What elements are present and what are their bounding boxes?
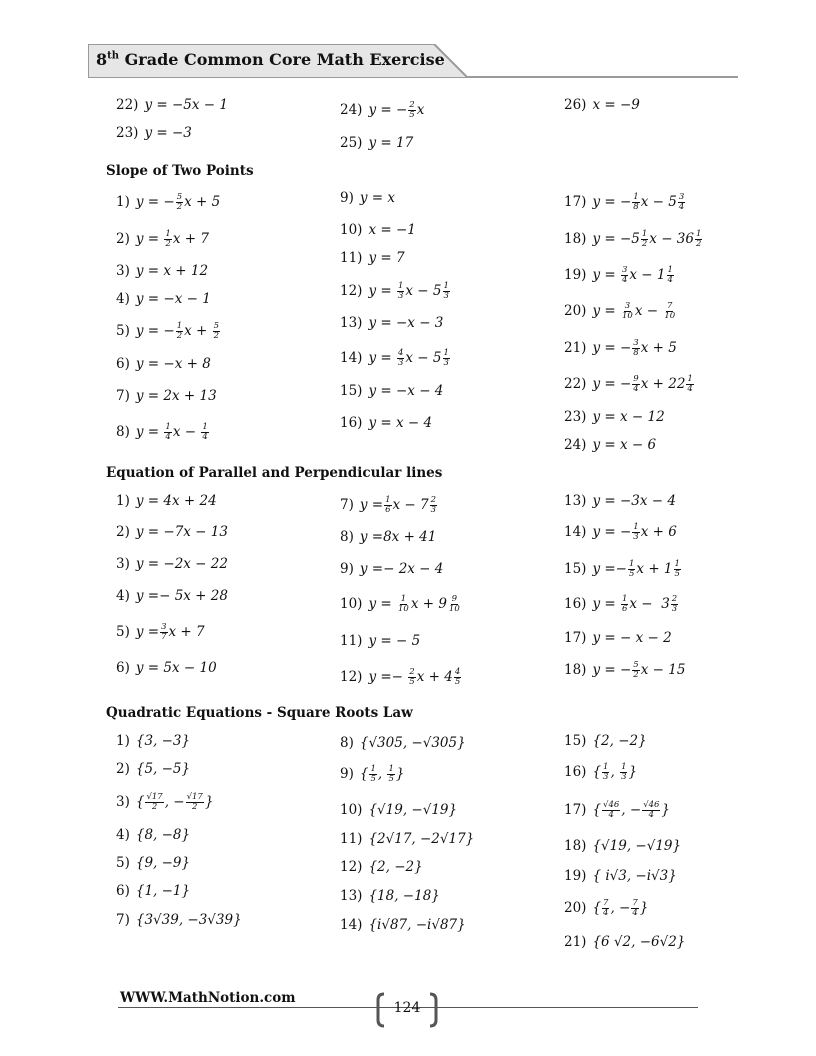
item-expression: y = 7 (368, 250, 405, 266)
answer-item (564, 97, 640, 113)
fraction: $\frac{1}{6}$ (385, 495, 391, 515)
item-number: 7) (116, 912, 130, 928)
item-number: 1) (116, 493, 130, 509)
item-number: 6) (116, 660, 130, 676)
item-expression: {i√87, −i√87} (368, 917, 466, 933)
item-number: 15) (340, 383, 363, 399)
answer-item (340, 282, 451, 300)
item-number: 3) (116, 263, 130, 279)
item-number: 21) (564, 934, 587, 950)
item-number: 7) (116, 388, 130, 404)
answer-item (340, 668, 462, 686)
item-expression: y = − x − 2 (592, 630, 672, 646)
fraction: $\frac{1}{2}$ (641, 229, 648, 249)
fraction: $\frac{7}{10}$ (664, 301, 676, 321)
answer-item (340, 190, 395, 206)
item-expression: y = −x − 1 (135, 291, 211, 307)
item-expression: y = − $\frac{5}{2}$ x + 5 (135, 192, 221, 212)
item-expression: {3√39, −3√39} (135, 912, 242, 928)
item-expression: y =− 5x + 28 (135, 588, 228, 604)
item-number: 2) (116, 231, 130, 247)
answer-item (116, 827, 190, 843)
answer-item (340, 735, 466, 751)
item-number: 13) (564, 493, 587, 509)
item-expression: {1, −1} (135, 883, 191, 899)
item-expression: y = −x − 3 (368, 315, 444, 331)
item-expression: {√19, −√19} (368, 802, 458, 818)
item-number: 2) (116, 761, 130, 777)
answer-item (340, 888, 440, 904)
item-number: 22) (116, 97, 139, 113)
item-expression: y = 17 (368, 135, 414, 151)
answer-item (340, 250, 405, 266)
answer-item (564, 339, 677, 357)
item-number: 23) (564, 409, 587, 425)
item-expression: { $\frac{√17}{2}$ , − $\frac{√17}{2}$ } (135, 792, 214, 812)
item-number: 10) (340, 802, 363, 818)
item-expression: { $\frac{7}{4}$ , − $\frac{7}{4}$ } (592, 898, 649, 918)
item-number: 4) (116, 588, 130, 604)
answer-item (564, 661, 685, 679)
answer-item (564, 523, 677, 541)
item-expression: {2, −2} (368, 859, 423, 875)
fraction: $\frac{1}{3}$ (621, 762, 627, 782)
item-number: 25) (340, 135, 363, 151)
item-number: 26) (564, 97, 587, 113)
fraction: $\frac{1}{5}$ (388, 764, 394, 784)
item-number: 10) (340, 222, 363, 238)
answer-item (116, 125, 192, 141)
item-expression: y = x − 12 (592, 409, 665, 425)
answer-item (116, 793, 213, 811)
footer-site: WWW.MathNotion.com (120, 990, 296, 1006)
item-number: 1) (116, 194, 130, 210)
item-expression: y = −x − 4 (368, 383, 444, 399)
item-number: 16) (564, 764, 587, 780)
answer-item (116, 291, 211, 307)
item-number: 19) (564, 267, 587, 283)
item-expression: y = $\frac{1}{6}$ x − 7 $\frac{2}{3}$ (359, 495, 437, 515)
item-number: 16) (340, 415, 363, 431)
item-number: 14) (564, 524, 587, 540)
fraction: $\frac{3}{4}$ (678, 192, 685, 212)
answer-item (116, 623, 205, 641)
fraction: $\frac{√46}{4}$ (603, 800, 620, 820)
item-expression: y = − $\frac{9}{4}$ x + 22 $\frac{1}{4}$ (592, 374, 693, 394)
item-number: 2) (116, 524, 130, 540)
answer-item (564, 230, 703, 248)
answer-item (116, 322, 221, 340)
item-expression: y = −2x − 22 (135, 556, 228, 572)
item-number: 11) (340, 250, 363, 266)
item-expression: y = $\frac{1}{6}$ x − 3 $\frac{2}{3}$ (592, 594, 678, 614)
item-expression: x = −1 (368, 222, 416, 238)
answer-item (340, 349, 451, 367)
item-number: 13) (340, 315, 363, 331)
item-number: 17) (564, 194, 587, 210)
item-number: 6) (116, 883, 130, 899)
item-expression: {6 √2, −6√2} (592, 934, 686, 950)
item-expression: {√19, −√19} (592, 838, 682, 854)
fraction: $\frac{1}{3}$ (633, 522, 639, 542)
item-expression: y = 5x − 10 (135, 660, 217, 676)
item-number: 4) (116, 291, 130, 307)
item-expression: y = −3 (144, 125, 192, 141)
item-number: 8) (340, 529, 354, 545)
fraction: $\frac{1}{2}$ (695, 229, 702, 249)
answer-item (564, 630, 672, 646)
answer-item (564, 595, 679, 613)
answer-item (564, 838, 681, 854)
answer-item (116, 556, 228, 572)
item-expression: {9, −9} (135, 855, 191, 871)
fraction: $\frac{1}{5}$ (629, 559, 635, 579)
item-number: 8) (116, 424, 130, 440)
item-expression: y = x − 4 (368, 415, 433, 431)
item-expression: y = 2x + 13 (135, 388, 217, 404)
item-expression: {5, −5} (135, 761, 191, 777)
item-expression: y = −5 $\frac{1}{2}$ x − 36 $\frac{1}{2}$ (592, 229, 702, 249)
item-number: 17) (564, 630, 587, 646)
fraction: $\frac{4}{3}$ (397, 348, 404, 368)
answer-item (340, 633, 420, 649)
answer-item (340, 765, 404, 783)
item-number: 3) (116, 794, 130, 810)
item-expression: { $\frac{1}{3}$ , $\frac{1}{3}$ } (592, 762, 638, 782)
answer-item (116, 230, 209, 248)
item-expression: y = − $\frac{5}{2}$ x − 15 (592, 660, 686, 680)
answer-item (340, 315, 443, 331)
item-number: 10) (340, 596, 363, 612)
item-number: 24) (564, 437, 587, 453)
fraction: $\frac{9}{10}$ (448, 594, 460, 614)
item-number: 18) (564, 231, 587, 247)
answer-item (564, 801, 670, 819)
fraction: $\frac{5}{2}$ (633, 660, 639, 680)
item-number: 8) (340, 735, 354, 751)
answer-item (564, 302, 677, 320)
item-number: 15) (564, 561, 587, 577)
answer-item (340, 135, 413, 151)
item-number: 11) (340, 633, 363, 649)
answer-item (116, 493, 217, 509)
page-number: 124 (393, 1000, 421, 1016)
fraction: $\frac{4}{5}$ (454, 667, 461, 687)
item-expression: y = − $\frac{3}{8}$ x + 5 (592, 338, 677, 358)
item-expression: y = $\frac{1}{4}$ x − $\frac{1}{4}$ (135, 422, 208, 442)
item-number: 18) (564, 838, 587, 854)
answer-item (340, 917, 466, 933)
answer-item (340, 561, 443, 577)
fraction: $\frac{7}{4}$ (603, 898, 609, 918)
fraction: $\frac{1}{3}$ (603, 762, 609, 782)
item-number: 9) (340, 190, 354, 206)
answer-item (116, 524, 228, 540)
answer-item (340, 383, 443, 399)
item-number: 12) (340, 283, 363, 299)
fraction: $\frac{√17}{2}$ (186, 792, 203, 812)
header-rule (466, 76, 738, 78)
header-banner (88, 44, 468, 78)
item-number: 9) (340, 766, 354, 782)
fraction: $\frac{2}{3}$ (430, 495, 437, 515)
item-number: 7) (340, 497, 354, 513)
answer-item (116, 388, 217, 404)
item-number: 12) (340, 859, 363, 875)
item-number: 5) (116, 624, 130, 640)
fraction: $\frac{1}{8}$ (633, 192, 639, 212)
fraction: $\frac{1}{3}$ (397, 281, 404, 301)
item-number: 15) (564, 733, 587, 749)
item-expression: y = $\frac{1}{2}$ x + 7 (135, 229, 209, 249)
fraction: $\frac{1}{10}$ (397, 594, 409, 614)
answer-item (564, 868, 677, 884)
fraction: $\frac{1}{6}$ (621, 594, 628, 614)
item-number: 20) (564, 303, 587, 319)
answer-item (564, 899, 648, 917)
item-expression: {8, −8} (135, 827, 191, 843)
answer-item (340, 831, 474, 847)
item-expression: y = − $\frac{1}{8}$ x − 5 $\frac{3}{4}$ (592, 192, 685, 212)
fraction: $\frac{7}{4}$ (632, 898, 638, 918)
item-number: 9) (340, 561, 354, 577)
item-expression: y = $\frac{1}{3}$ x − 5 $\frac{1}{3}$ (368, 281, 449, 301)
item-expression: y =− $\frac{1}{5}$ x + 1 $\frac{1}{5}$ (592, 559, 680, 579)
item-number: 20) (564, 900, 587, 916)
answer-item (340, 496, 438, 514)
item-number: 4) (116, 827, 130, 843)
section-title: Equation of Parallel and Perpendicular lines (106, 465, 443, 481)
item-number: 22) (564, 376, 587, 392)
item-expression: y = −3x − 4 (592, 493, 676, 509)
item-expression: y = − $\frac{1}{3}$ x + 6 (592, 522, 677, 542)
answer-item (564, 193, 686, 211)
fraction: $\frac{√46}{4}$ (643, 800, 660, 820)
item-expression: x = −9 (592, 97, 640, 113)
fraction: $\frac{1}{3}$ (443, 348, 449, 368)
item-number: 16) (564, 596, 587, 612)
item-expression: {2, −2} (592, 733, 647, 749)
fraction: $\frac{3}{10}$ (621, 301, 633, 321)
answer-item (340, 101, 424, 119)
answer-item (116, 660, 217, 676)
item-number: 19) (564, 868, 587, 884)
item-expression: {3, −3} (135, 733, 191, 749)
item-number: 21) (564, 340, 587, 356)
item-expression: y = −5x − 1 (144, 97, 228, 113)
fraction: $\frac{3}{4}$ (621, 265, 628, 285)
item-number: 11) (340, 831, 363, 847)
item-expression: y = x − 6 (592, 437, 657, 453)
answer-item (564, 375, 695, 393)
answer-item (564, 437, 656, 453)
fraction: $\frac{2}{5}$ (409, 667, 415, 687)
answer-item (116, 193, 220, 211)
fraction: $\frac{2}{3}$ (671, 594, 678, 614)
item-expression: y = 4x + 24 (135, 493, 217, 509)
item-expression: y =− 2x − 4 (359, 561, 444, 577)
item-expression: y = $\frac{3}{10}$ x − $\frac{7}{10}$ (592, 301, 676, 321)
answer-item (116, 423, 210, 441)
answer-item (116, 733, 190, 749)
item-number: 23) (116, 125, 139, 141)
answer-item (564, 733, 647, 749)
answer-item (116, 883, 190, 899)
item-expression: y = − 5 (368, 633, 421, 649)
fraction: $\frac{√17}{2}$ (146, 792, 163, 812)
answer-item (340, 415, 432, 431)
item-expression: y = −x + 8 (135, 356, 211, 372)
fraction: $\frac{1}{5}$ (370, 764, 376, 784)
answer-item (116, 855, 190, 871)
item-expression: {√305, −√305} (359, 735, 466, 751)
answer-item (116, 356, 211, 372)
item-expression: y =8x + 41 (359, 529, 437, 545)
answer-item (116, 263, 208, 279)
fraction: $\frac{1}{3}$ (443, 281, 449, 301)
item-expression: y = −7x − 13 (135, 524, 228, 540)
item-number: 5) (116, 323, 130, 339)
fraction: $\frac{1}{4}$ (202, 422, 208, 442)
item-expression: y = x (359, 190, 395, 206)
fraction: $\frac{1}{4}$ (687, 374, 693, 394)
fraction: $\frac{1}{4}$ (667, 265, 673, 285)
answer-item (564, 763, 637, 781)
item-expression: { i√3, −i√3} (592, 868, 677, 884)
item-number: 14) (340, 917, 363, 933)
item-expression: { $\frac{1}{5}$ , $\frac{1}{5}$ } (359, 764, 405, 784)
item-expression: y = $\frac{4}{3}$ x − 5 $\frac{1}{3}$ (368, 348, 449, 368)
item-expression: y = $\frac{3}{7}$ x + 7 (135, 622, 205, 642)
section-title: Slope of Two Points (106, 163, 254, 179)
item-expression: y = − $\frac{2}{5}$ x (368, 100, 425, 120)
answer-item (340, 529, 436, 545)
fraction: $\frac{5}{2}$ (213, 321, 220, 341)
fraction: $\frac{9}{4}$ (633, 374, 639, 394)
item-number: 14) (340, 350, 363, 366)
item-number: 12) (340, 669, 363, 685)
item-expression: y = $\frac{3}{4}$ x − 1 $\frac{1}{4}$ (592, 265, 673, 285)
item-expression: y =− $\frac{2}{5}$ x + 4 $\frac{4}{5}$ (368, 667, 461, 687)
item-expression: y = x + 12 (135, 263, 209, 279)
answer-item (340, 222, 416, 238)
fraction: $\frac{1}{2}$ (165, 229, 171, 249)
answer-item (340, 595, 462, 613)
item-number: 17) (564, 802, 587, 818)
answer-item (564, 266, 675, 284)
answer-item (564, 493, 676, 509)
page-title: 8th Grade Common Core Math Exercise (96, 50, 445, 69)
item-number: 18) (564, 662, 587, 678)
fraction: $\frac{3}{8}$ (633, 338, 639, 358)
section-title: Quadratic Equations - Square Roots Law (106, 705, 413, 721)
item-expression: {18, −18} (368, 888, 440, 904)
fraction: $\frac{5}{2}$ (176, 192, 183, 212)
item-expression: y = − $\frac{1}{2}$ x + $\frac{5}{2}$ (135, 321, 220, 341)
item-number: 1) (116, 733, 130, 749)
item-expression: y = $\frac{1}{10}$ x + 9 $\frac{9}{10}$ (368, 594, 460, 614)
answer-item (340, 802, 457, 818)
item-number: 3) (116, 556, 130, 572)
item-expression: { $\frac{√46}{4}$ , − $\frac{√46}{4}$ } (592, 800, 671, 820)
fraction: $\frac{2}{5}$ (409, 100, 415, 120)
item-number: 13) (340, 888, 363, 904)
fraction: $\frac{1}{2}$ (176, 321, 183, 341)
fraction: $\frac{1}{4}$ (165, 422, 171, 442)
fraction: $\frac{1}{5}$ (674, 559, 680, 579)
answer-item (564, 934, 685, 950)
answer-item (116, 761, 190, 777)
fraction: $\frac{3}{7}$ (161, 622, 167, 642)
item-expression: {2√17, −2√17} (368, 831, 475, 847)
answer-item (116, 912, 242, 928)
item-number: 5) (116, 855, 130, 871)
item-number: 24) (340, 102, 363, 118)
answer-item (564, 409, 665, 425)
answer-item (564, 560, 682, 578)
answer-item (116, 97, 228, 113)
item-number: 6) (116, 356, 130, 372)
answer-item (340, 859, 423, 875)
answer-item (116, 588, 228, 604)
